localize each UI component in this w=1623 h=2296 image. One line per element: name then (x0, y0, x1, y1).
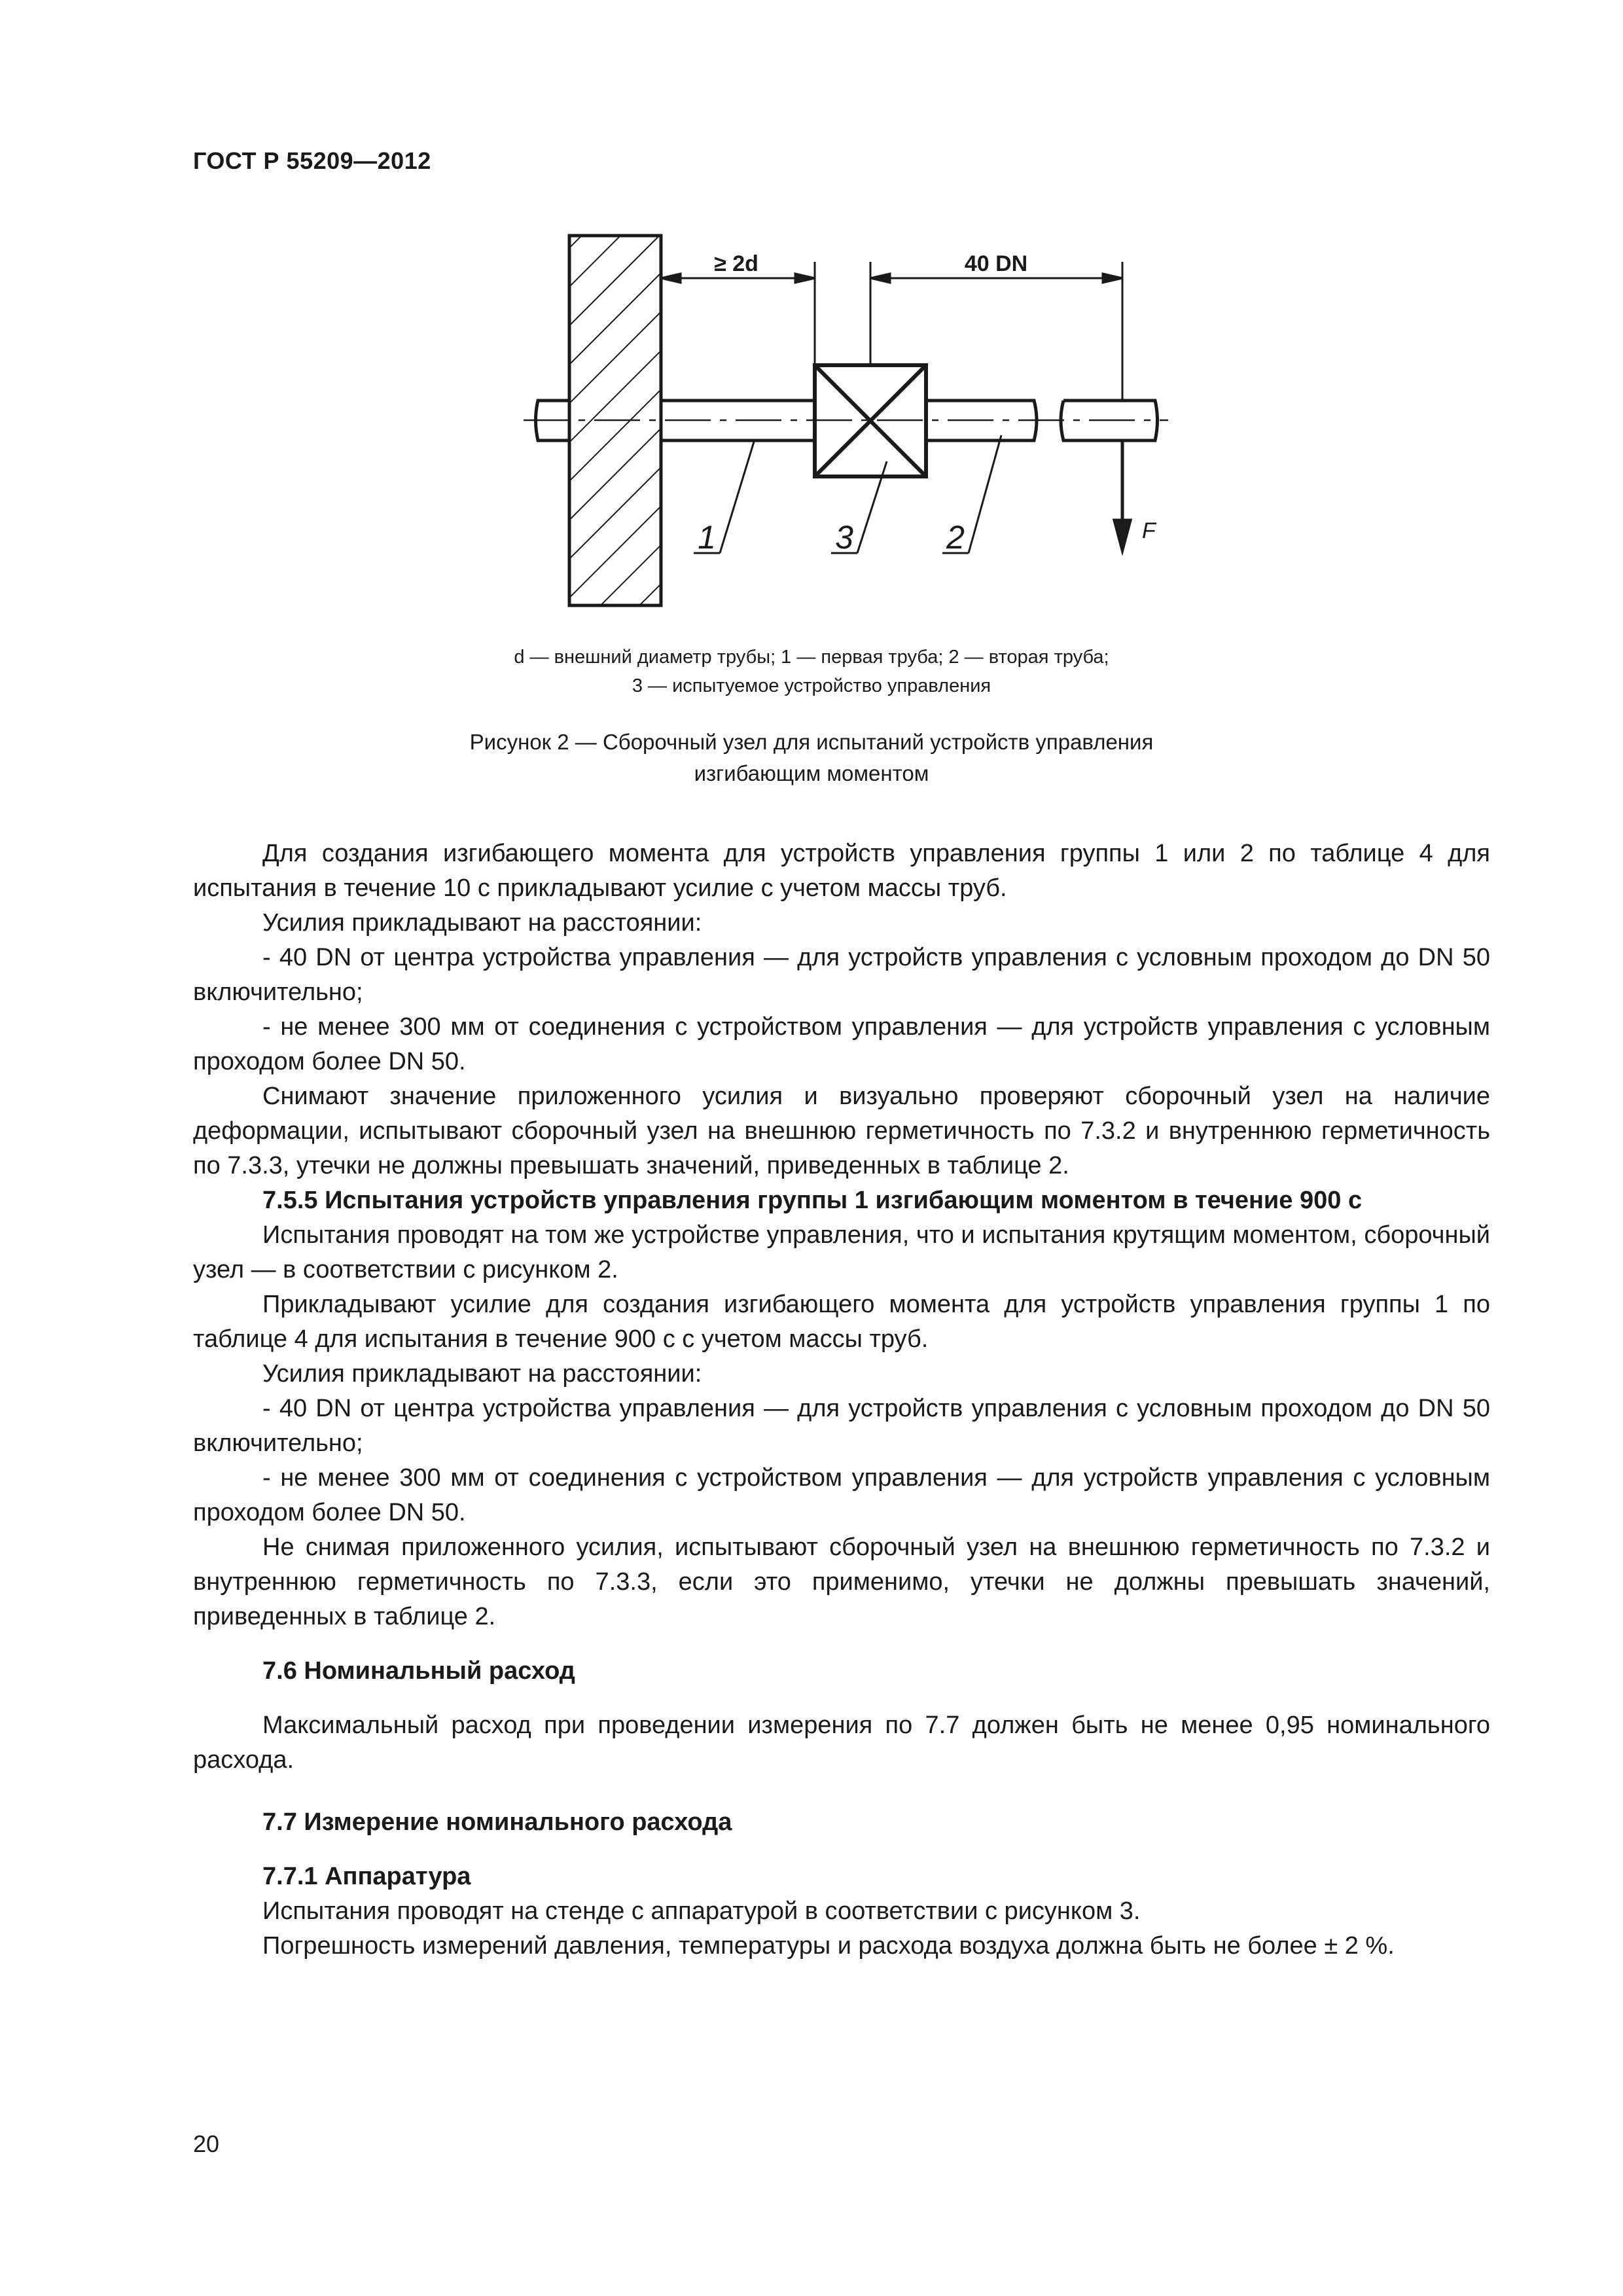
section-heading-7-7-1: 7.7.1 Аппаратура (262, 1863, 471, 1890)
dimension-min-spacing: ≥ 2d (714, 251, 758, 276)
label-pipe-1: 1 (698, 519, 716, 556)
dimension-length: 40 DN (964, 251, 1028, 276)
list-item: - 40 DN от центра устройства управления — для устройств управления с условным проходом до DN 50 включительно; (193, 1395, 1490, 1457)
body-text (193, 836, 1490, 1964)
paragraph: Для создания изгибающего момента для устройств управления группы 1 или 2 по таблице 4 для испытания в течение 10 с прикладывают усилие с учетом массы труб. (193, 840, 1490, 902)
document-code: ГОСТ Р 55209—2012 (193, 147, 431, 174)
assembly-figure (0, 0, 1623, 641)
caption-line-1: Рисунок 2 — Сборочный узел для испытаний устройств управления (469, 730, 1154, 754)
paragraph: Испытания проводят на стенде с аппаратурой в соответствии с рисунком 3. (262, 1897, 1141, 1925)
force-label: F (1142, 518, 1156, 543)
list-item: - 40 DN от центра устройства управления — для устройств управления с условным проходом до DN 50 включительно; (193, 944, 1490, 1006)
list-item: - не менее 300 мм от соединения с устройством управления — для устройств управления с условным проходом более DN 50. (193, 1464, 1490, 1526)
figure-legend (0, 643, 1623, 700)
paragraph: Не снимая приложенного усилия, испытывают сборочный узел на внешнюю герметичность по 7.3.2 и внутреннюю герметичность по 7.3.3, если это применимо, утечки не должны превышать значений, приведенных в таблице 2. (193, 1534, 1490, 1630)
page-number: 20 (193, 2130, 220, 2157)
legend-line-1: d — внешний диаметр трубы; 1 — первая труба; 2 — вторая труба; (514, 647, 1109, 668)
list-item: - не менее 300 мм от соединения с устройством управления — для устройств управления с условным проходом более DN 50. (193, 1013, 1490, 1075)
caption-line-2: изгибающим моментом (694, 761, 929, 785)
label-pipe-2: 2 (946, 519, 965, 556)
paragraph: Снимают значение приложенного усилия и визуально проверяют сборочный узел на наличие деформации, испытывают сборочный узел на внешнюю герметичность по 7.3.2 и внутреннюю герметичность по 7.3.3, утечки не должны превышать значений, приведенных в таблице 2. (193, 1083, 1490, 1179)
dimension-lines (661, 262, 1122, 401)
paragraph: Максимальный расход при проведении измерения по 7.7 должен быть не менее 0,95 номинального расхода. (193, 1712, 1490, 1774)
legend-line-2: 3 — испытуемое устройство управления (632, 675, 991, 696)
section-heading-7-6: 7.6 Номинальный расход (262, 1657, 575, 1685)
paragraph: Погрешность измерений давления, температуры и расхода воздуха должна быть не более ± 2 %. (262, 1932, 1395, 1960)
paragraph: Усилия прикладывают на расстоянии: (262, 909, 702, 937)
paragraph: Прикладывают усилие для создания изгибающего момента для устройств управления группы 1 по таблице 4 для испытания в течение 900 с с учетом массы труб. (193, 1291, 1490, 1353)
figure-caption (0, 726, 1623, 789)
paragraph: Испытания проводят на том же устройстве управления, что и испытания крутящим моментом, сборочный узел — в соответствии с рисунком 2. (193, 1221, 1490, 1283)
force-arrow (1115, 440, 1130, 550)
section-heading-7-7: 7.7 Измерение номинального расхода (262, 1808, 732, 1836)
section-heading-7-5-5: 7.5.5 Испытания устройств управления группы 1 изгибающим моментом в течение 900 с (262, 1187, 1363, 1214)
paragraph: Усилия прикладывают на расстоянии: (262, 1360, 702, 1388)
label-device: 3 (835, 519, 853, 556)
